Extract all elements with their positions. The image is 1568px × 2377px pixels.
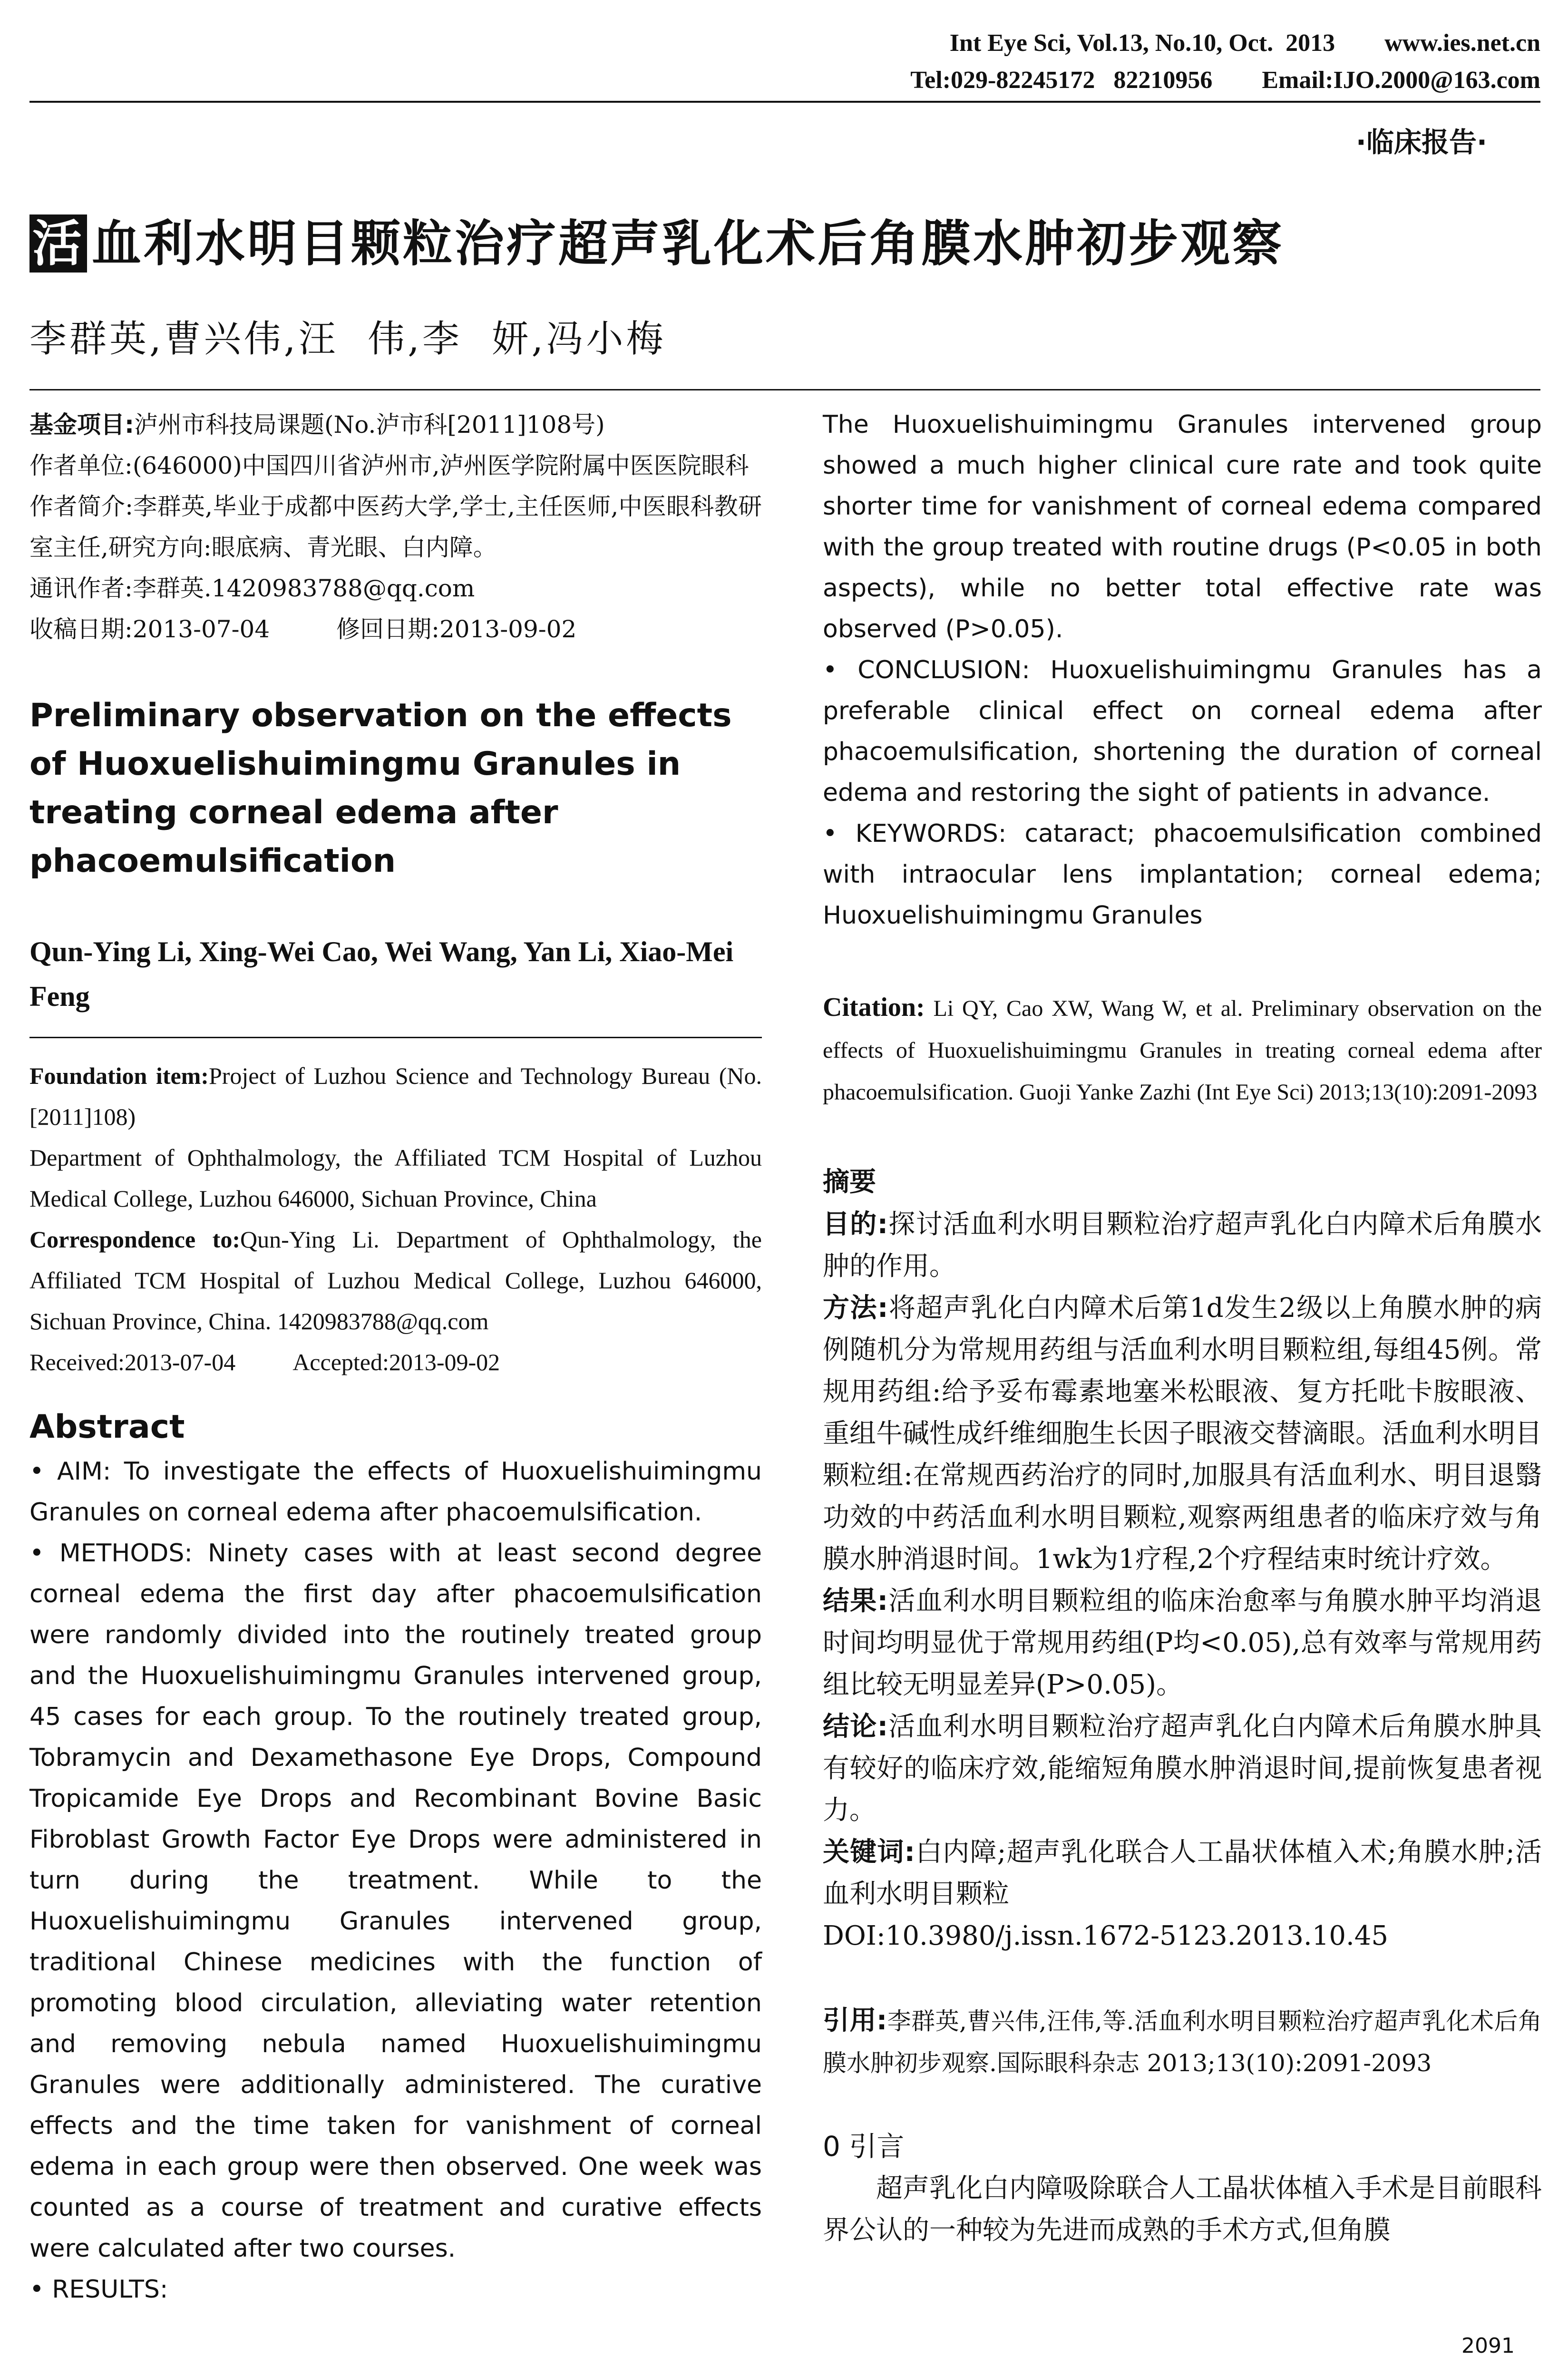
abstract-aim-cn [823, 1204, 1542, 1287]
methods-text-en: Ninety cases with at least second degree corneal edema the first day after phacoemulsification were randomly divided into the routinely treated group and the Huoxuelishuimingmu Granules intervened group, 45 cases for each group. To the routinely treated group, Tobramycin and Dexamethasone Eye Drops, Compound Tropicamide Eye Drops and Recombinant Bovine Basic Fibroblast Growth Factor Eye Drops were administered in turn during the treatment. While to the Huoxuelishuimingmu Granules intervened group, traditional Chinese medicines with the function of promoting blood circulation, alleviating water retention and removing nebula named Huoxuelishuimingmu Granules were additionally administered. The curative effects and the time taken for vanishment of corneal edema in each group were then observed. One week was counted as a course of treatment and curative effects were calculated after two courses. [29, 1539, 762, 2263]
abstract-methods-cn [823, 1287, 1542, 1580]
citation-en [823, 986, 1542, 1113]
bio-text-cn: 李群英,毕业于成都中医药大学,学士,主任医师,中医眼科教研室主任,研究方向:眼底病、青光眼、白内障。 [29, 493, 762, 561]
keywords-label-en: KEYWORDS: [855, 819, 1007, 848]
corr-text-cn: 李群英.1420983788@qq.com [132, 575, 475, 602]
unit-text-cn: (646000)中国四川省泸州市,泸州医学院附属中医医院眼科 [132, 452, 749, 479]
abstract-heading-cn: 摘要 [823, 1167, 876, 1198]
corr-info-en [29, 1219, 762, 1342]
title-rule [29, 389, 1540, 390]
authors-cn: 李群英,曹兴伟,汪 伟,李 妍,冯小梅 [29, 318, 666, 360]
conclusion-text-cn: 活血利水明目颗粒治疗超声乳化白内障术后角膜水肿具有较好的临床疗效,能缩短角膜水肿消退时间,提前恢复患者视力。 [823, 1711, 1542, 1826]
article-info-en [29, 1055, 762, 1383]
abstract-cn [823, 1204, 1542, 1957]
abstract-conclusion-cn [823, 1706, 1542, 1831]
article-info-cn [29, 404, 762, 650]
corr-text-en: Qun-Ying Li. Department of Ophthalmology, the Affiliated TCM Hospital of Luzhou Medical College, Luzhou 646000, Sichuan Province, China. 1420983788@qq.com [29, 1226, 762, 1335]
keywords-label-cn: 关键词: [823, 1837, 915, 1868]
dates-info-cn [29, 609, 762, 650]
header-rule [29, 101, 1540, 103]
left-column [29, 404, 762, 2310]
doi: DOI:10.3980/j.issn.1672-5123.2013.10.45 [823, 1920, 1389, 1951]
title-first-character: 活 [29, 214, 87, 273]
accepted-en: Accepted:2013-09-02 [292, 1349, 500, 1375]
unit-info-cn [29, 445, 762, 486]
fund-label-cn: 基金项目: [29, 411, 134, 438]
authors-rule [29, 1037, 762, 1038]
citation-text-en: Li QY, Cao XW, Wang W, et al. Preliminary observation on the effects of Huoxuelishuimingmu Granules in treating corneal edema after phacoemulsification. Guoji Yanke Zazhi (Int Eye Sci) 2013;13(10):2091-2093 [823, 996, 1542, 1105]
citation-label-cn: 引用: [823, 2005, 887, 2036]
page-number: 2091 [1461, 2334, 1515, 2358]
authors-en: Qun-Ying Li, Xing-Wei Cao, Wei Wang, Yan Li, Xiao-Mei Feng [29, 936, 734, 1012]
dates-info-en [29, 1342, 762, 1383]
bio-label-cn: 作者简介: [29, 493, 134, 520]
methods-label-cn: 方法: [823, 1293, 888, 1324]
corr-label-en: Correspondence to: [29, 1226, 240, 1253]
recv-date-cn: 2013-07-04 [132, 615, 270, 643]
corr-info-cn [29, 568, 762, 609]
right-column [823, 404, 1542, 2251]
intro-text: 超声乳化白内障吸除联合人工晶状体植入手术是目前眼科界公认的一种较为先进而成熟的手术方式,但角膜 [823, 2173, 1542, 2246]
unit-label-cn: 作者单位: [29, 452, 133, 479]
abstract-conclusion-en: • CONCLUSION: Huoxuelishuimingmu Granules has a preferable clinical effect on corneal edema after phacoemulsification, shortening the duration of corneal edema and restoring the sight of patients in advance. [823, 656, 1542, 807]
abstract-en [29, 1451, 762, 2310]
fund-text-en: Project of Luzhou Science and Technology Bureau (No.[2011]108) [29, 1062, 762, 1130]
aim-text-en: To investigate the effects of Huoxuelishuimingmu Granules on corneal edema after phacoemulsification. [29, 1457, 762, 1527]
abstract-en-continued [823, 404, 1542, 936]
title-rest: 血利水明目颗粒治疗超声乳化术后角膜水肿初步观察 [92, 214, 1285, 273]
methods-label-en: METHODS: [59, 1539, 193, 1568]
keywords-text-cn: 白内障;超声乳化联合人工晶状体植入术;角膜水肿;活血利水明目颗粒 [823, 1837, 1542, 1909]
article-title-en: Preliminary observation on the effects of Huoxuelishuimingmu Granules in treating corneal edema after phacoemulsification [29, 697, 732, 880]
conclusion-label-cn: 结论: [823, 1711, 888, 1742]
abstract-aim-en: • AIM: To investigate the effects of Huoxuelishuimingmu Granules on corneal edema after phacoemulsification. [29, 1457, 762, 1527]
conclusion-text-en: Huoxuelishuimingmu Granules has a preferable clinical effect on corneal edema after phacoemulsification, shortening the duration of corneal edema and restoring the sight of patients in advance. [823, 656, 1542, 807]
fund-text-cn: 泸州市科技局课题(No.泸市科[2011]108号) [134, 411, 605, 438]
recv-label-cn: 收稿日期: [29, 615, 133, 643]
fund-info-cn [29, 404, 762, 445]
citation-text-cn: 李群英,曹兴伟,汪伟,等.活血利水明目颗粒治疗超声乳化术后角膜水肿初步观察.国际眼科杂志 2013;13(10):2091-2093 [823, 2007, 1542, 2077]
article-title-cn [29, 204, 1284, 275]
rev-date-cn: 2013-09-02 [439, 615, 577, 643]
keywords-text-en: cataract; phacoemulsification combined with intraocular lens implantation; corneal edema; Huoxuelishuimingmu Granules [823, 819, 1542, 930]
abstract-heading: Abstract [29, 1408, 185, 1446]
results-text-cn: 活血利水明目颗粒组的临床治愈率与角膜水肿平均消退时间均明显优于常规用药组(P均<0.05),总有效率与常规用药组比较无明显差异(P>0.05)。 [823, 1586, 1542, 1700]
fund-label-en: Foundation item: [29, 1062, 209, 1089]
journal-info-line: Int Eye Sci, Vol.13, No.10, Oct. 2013 www.ies.net.cn [949, 29, 1540, 57]
abstract-results-cn [823, 1580, 1542, 1706]
bio-info-cn [29, 486, 762, 568]
aim-text-cn: 探讨活血利水明目颗粒治疗超声乳化白内障术后角膜水肿的作用。 [823, 1209, 1542, 1282]
received-en: Received:2013-07-04 [29, 1349, 236, 1375]
citation-cn [823, 2000, 1542, 2084]
citation-label-en: Citation: [823, 993, 925, 1022]
corr-label-cn: 通讯作者: [29, 575, 133, 602]
aim-label-en: AIM: [57, 1457, 111, 1486]
conclusion-label-en: CONCLUSION: [857, 656, 1030, 684]
methods-text-cn: 将超声乳化白内障术后第1d发生2级以上角膜水肿的病例随机分为常规用药组与活血利水明目颗粒组,每组45例。常规用药组:给予妥布霉素地塞米松眼液、复方托吡卡胺眼液、重组牛碱性成纤维细胞生长因子眼液交替滴眼。活血利水明目颗粒组:在常规西药治疗的同时,加服具有活血利水、明目退翳功效的中药活血利水明目颗粒,观察两组患者的临床疗效与角膜水肿消退时间。1wk为1疗程,2个疗程结束时统计疗效。 [823, 1293, 1542, 1575]
dept-info-en: Department of Ophthalmology, the Affiliated TCM Hospital of Luzhou Medical College, Luzhou 646000, Sichuan Province, China [29, 1144, 762, 1212]
abstract-results-label-line: • RESULTS: [29, 2275, 168, 2304]
results-label-en: RESULTS: [52, 2275, 168, 2304]
results-label-cn: 结果: [823, 1586, 888, 1617]
aim-label-cn: 目的: [823, 1209, 888, 1240]
journal-contact-line: Tel:029-82245172 82210956 Email:IJO.2000@163.com [910, 67, 1540, 94]
journal-header [910, 25, 1540, 99]
rev-label-cn: 修回日期: [336, 615, 439, 643]
abstract-results-en: The Huoxuelishuimingmu Granules intervened group showed a much higher clinical cure rate and took quite shorter time for vanishment of corneal edema compared with the group treated with routine drugs (P<0.05 in both aspects), while no better total effective rate was observed (P>0.05). [823, 410, 1542, 643]
section-label: ·临床报告· [1355, 126, 1487, 158]
intro-heading: 0 引言 [823, 2130, 905, 2163]
abstract-keywords-cn [823, 1831, 1542, 1915]
abstract-keywords-en: • KEYWORDS: cataract; phacoemulsification combined with intraocular lens implantation; corneal edema; Huoxuelishuimingmu Granules [823, 819, 1542, 930]
abstract-methods-en: • METHODS: Ninety cases with at least second degree corneal edema the first day after phacoemulsification were randomly divided into the routinely treated group and the Huoxuelishuimingmu Granules intervened group, 45 cases for each group. To the routinely treated group, Tobramycin and Dexamethasone Eye Drops, Compound Tropicamide Eye Drops and Recombinant Bovine Basic Fibroblast Growth Factor Eye Drops were administered in turn during the treatment. While to the Huoxuelishuimingmu Granules intervened group, traditional Chinese medicines with the function of promoting blood circulation, alleviating water retention and removing nebula named Huoxuelishuimingmu Granules were additionally administered. The curative effects and the time taken for vanishment of corneal edema in each group were then observed. One week was counted as a course of treatment and curative effects were calculated after two courses. [29, 1539, 762, 2263]
fund-info-en [29, 1055, 762, 1137]
